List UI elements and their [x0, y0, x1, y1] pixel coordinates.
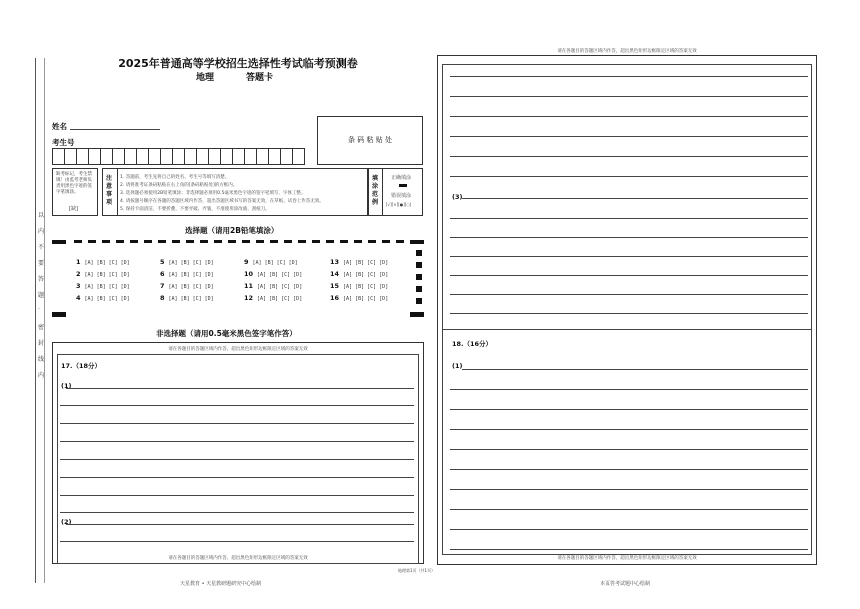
absent-box — [52, 168, 98, 216]
side-char: 答 — [38, 276, 45, 283]
fill-wrong-label: 错误填涂 — [391, 193, 412, 199]
note-item: 1. 答题前，考生先将自己的姓名、考生号等填写清楚。 — [120, 175, 230, 180]
side-char: · — [38, 306, 40, 313]
mc-question[interactable]: 14 [A] [B] [C] [D] — [330, 270, 389, 278]
side-char: 内 — [38, 228, 45, 235]
section2-title: 非选择题（请用0.5毫米黑色签字笔作答） — [156, 329, 297, 338]
mc-question[interactable]: 4 [A] [B] [C] [D] — [76, 294, 130, 302]
q17-part3-label: (3) — [452, 193, 463, 201]
timing-marks-right — [416, 250, 424, 310]
side-char: 题 — [38, 292, 45, 299]
fill-wrong-marks: [√][×][●][○] — [386, 202, 412, 207]
side-char: 要 — [38, 260, 45, 267]
exam-title: 2025年普通高等学校招生选择性考试临考预测卷 — [118, 57, 358, 70]
timing-mark-corner — [52, 312, 66, 317]
fill-example-box — [368, 168, 423, 216]
student-id-label: 考生号 — [52, 138, 75, 147]
side-char: 封 — [38, 340, 45, 347]
mc-question[interactable]: 11 [A] [B] [C] [D] — [244, 282, 303, 290]
mc-question[interactable]: 10 [A] [B] [C] [D] — [244, 270, 303, 278]
mc-question[interactable]: 5 [A] [B] [C] [D] — [160, 258, 214, 266]
side-char: 以 — [38, 212, 45, 219]
note-item: 3. 选择题必须使用2B铅笔填涂；非选择题必须用0.5毫米黑色字迹的签字笔填写，字体工整。 — [120, 191, 306, 196]
notes-box — [102, 168, 368, 216]
subject-label: 地理 — [196, 73, 215, 83]
section1-title: 选择题（请用2B铅笔填涂） — [185, 226, 279, 235]
warning-text-bottom-right: 请在各题目的答题区域内作答，超出黑色矩形边框限定区域的答案无效 — [557, 556, 697, 561]
student-id-grid[interactable] — [52, 148, 305, 165]
notes-label: 注意事项 — [106, 175, 113, 206]
fill-correct-mark — [399, 184, 407, 187]
warning-text-top-right: 请在各题目的答题区域内作答，超出黑色矩形边框限定区域的答案无效 — [557, 49, 697, 54]
footer-right: 本页答考试题中心绘制 — [600, 581, 651, 587]
mc-question[interactable]: 13 [A] [B] [C] [D] — [330, 258, 389, 266]
warning-text-bottom-left: 请在各题目的答题区域内作答，超出黑色矩形边框限定区域的答案无效 — [168, 556, 308, 561]
timing-mark-corner — [410, 312, 424, 317]
side-char: 线 — [38, 356, 45, 363]
mc-question[interactable]: 16 [A] [B] [C] [D] — [330, 294, 389, 302]
q18-label: 18.（16分） — [452, 340, 493, 348]
q18-part1-label: (1) — [452, 362, 463, 370]
name-label: 姓名 — [52, 122, 67, 131]
barcode-area — [317, 116, 423, 165]
side-char: 不 — [38, 244, 45, 251]
note-item: 2. 请将准考证条码粘贴在右上角的[条码粘贴处]的方框内。 — [120, 183, 238, 188]
mc-question[interactable]: 9 [A] [B] [C] [D] — [244, 258, 298, 266]
absent-mark[interactable]: [缺] — [69, 206, 78, 212]
q17-answer-box — [52, 342, 424, 564]
barcode-label: 条 码 粘 贴 处 — [348, 136, 392, 144]
q17-part1-label: (1) — [61, 382, 72, 390]
mc-question[interactable]: 12 [A] [B] [C] [D] — [244, 294, 303, 302]
fill-correct-label: 正确填涂 — [391, 175, 412, 181]
side-char: 密 — [38, 324, 45, 331]
absent-text: 缺考标记，考生禁填！由监考老师负责用黑色字迹的签字笔填涂。 — [56, 172, 92, 195]
side-char: 内 — [38, 372, 45, 379]
footer-mid: 地理第1页（共1页） — [398, 568, 436, 573]
mc-question[interactable]: 7 [A] [B] [C] [D] — [160, 282, 214, 290]
mc-question[interactable]: 2 [A] [B] [C] [D] — [76, 270, 130, 278]
sheet-title: 答题卡 — [246, 73, 274, 83]
mc-question[interactable]: 8 [A] [B] [C] [D] — [160, 294, 214, 302]
timing-marks-top — [52, 240, 424, 244]
fill-example-label: 填涂范例 — [372, 175, 379, 206]
mc-question[interactable]: 15 [A] [B] [C] [D] — [330, 282, 389, 290]
mc-question[interactable]: 1 [A] [B] [C] [D] — [76, 258, 130, 266]
mc-question[interactable]: 6 [A] [B] [C] [D] — [160, 270, 214, 278]
binding-margin-text — [0, 210, 50, 430]
footer-left: 天星教育 • 天星教研题研究中心绘制 — [180, 581, 262, 587]
warning-text: 请在各题目的答题区域内作答，超出黑色矩形边框限定区域的答案无效 — [168, 347, 308, 352]
note-item: 5. 保持卡面清洁，不要折叠、不要弄破、弄皱，不准使用涂改液、刮纸刀。 — [120, 207, 270, 212]
mc-question[interactable]: 3 [A] [B] [C] [D] — [76, 282, 130, 290]
q17-part2-label: (2) — [61, 518, 72, 526]
name-field[interactable] — [70, 129, 160, 130]
note-item: 4. 请按题号顺序在各题的答题区域内作答，超出答题区域书写的答案无效，在草纸、试卷上作答无效。 — [120, 199, 324, 204]
q17-label: 17.（18分） — [61, 362, 102, 370]
